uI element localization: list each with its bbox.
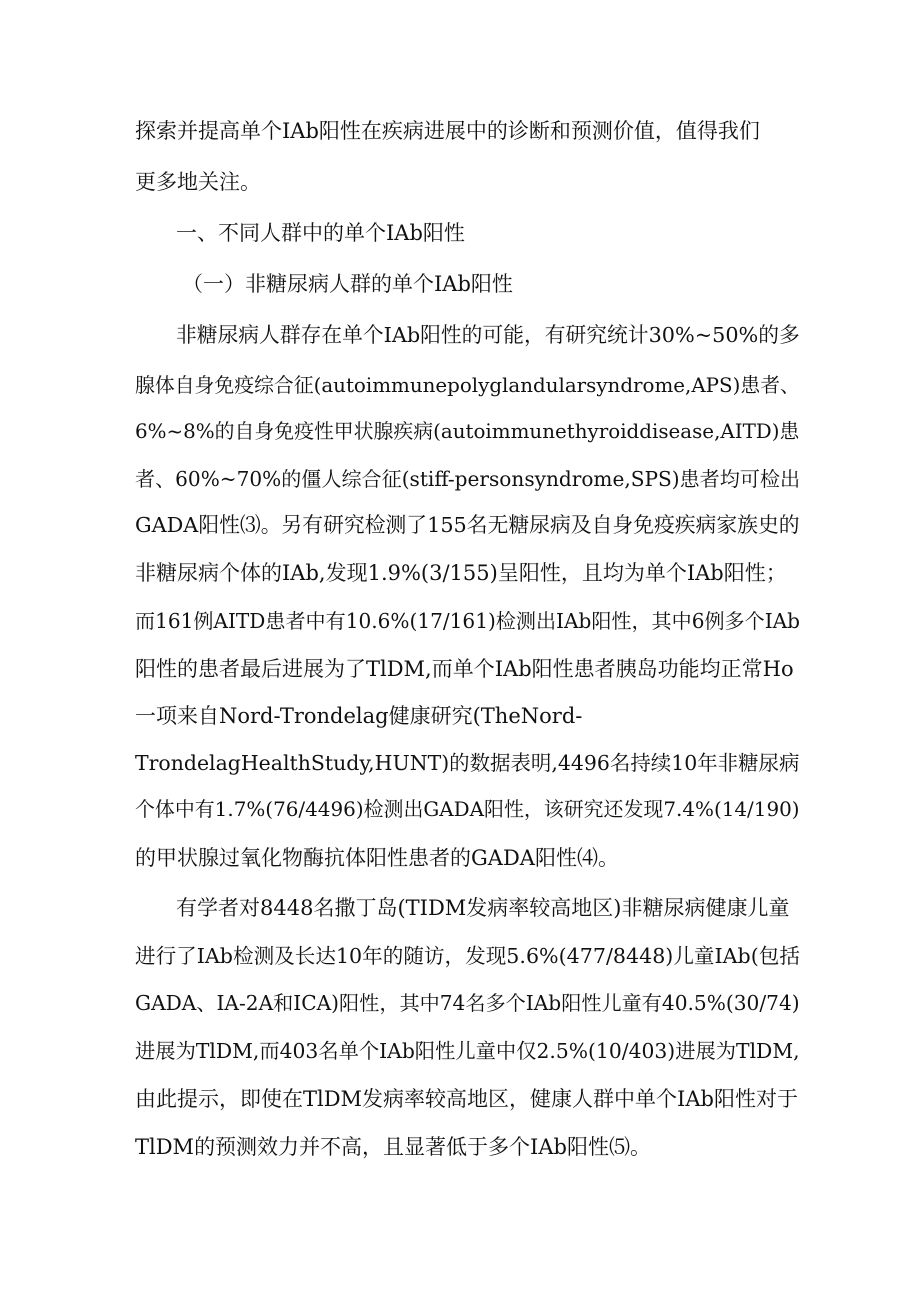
- section-heading: 一、不同人群中的单个IAb阳性: [176, 221, 465, 245]
- text-line: GADA、IA-2A和ICA)阳性，其中74名多个IAb阳性儿童有40.5%(30/74): [135, 991, 800, 1015]
- text-line: 腺体自身免疫综合征(autoimmunepolyglandularsyndrome,APS)患者、: [135, 374, 800, 397]
- text-line: 探索并提高单个IAb阳性在疾病进展中的诊断和预测价值，值得我们: [135, 119, 760, 143]
- text-line: 而161例AITD患者中有10.6%(17/161)检测出IAb阳性，其中6例多个IAb: [135, 609, 801, 633]
- text-line: TrondelagHealthStudy,HUNT)的数据表明,4496名持续10年非糖尿病: [135, 751, 800, 775]
- subsection-heading: （一）非糖尿病人群的单个IAb阳性: [182, 272, 513, 296]
- text-line: 一项来自Nord-Trondelag健康研究(TheNord-: [135, 704, 583, 728]
- text-line: 由此提示，即使在TlDM发病率较高地区，健康人群中单个IAb阳性对于: [135, 1087, 798, 1111]
- text-line: 的甲状腺过氧化物酶抗体阳性患者的GADA阳性⑷。: [135, 846, 619, 870]
- text-line: TlDM的预测效力并不高，且显著低于多个IAb阳性⑸。: [135, 1135, 651, 1159]
- text-line: 阳性的患者最后进展为了TlDM,而单个IAb阳性患者胰岛功能均正常Ho: [135, 657, 794, 681]
- text-line: 进行了IAb检测及长达10年的随访，发现5.6%(477/8448)儿童IAb(包括: [135, 944, 800, 968]
- text-line: 更多地关注。: [135, 170, 261, 194]
- text-line: 个体中有1.7%(76/4496)检测出GADA阳性，该研究还发现7.4%(14/190): [135, 798, 800, 821]
- text-line: 进展为TlDM,而403名单个IAb阳性儿童中仅2.5%(10/403)进展为TlDM,: [135, 1039, 800, 1063]
- text-line: 者、60%~70%的僵人综合征(stiff-personsyndrome,SPS)患者均可检出: [135, 467, 801, 491]
- text-line: 有学者对8448名撒丁岛(TIDM发病率较高地区)非糖尿病健康儿童: [176, 896, 790, 920]
- text-line: 非糖尿病人群存在单个IAb阳性的可能，有研究统计30%~50%的多: [176, 323, 800, 347]
- text-line: GADA阳性⑶。另有研究检测了155名无糖尿病及自身免疫疾病家族史的: [135, 513, 800, 537]
- text-line: 非糖尿病个体的IAb,发现1.9%(3/155)呈阳性，且均为单个IAb阳性；: [135, 561, 787, 585]
- text-line: 6%~8%的自身免疫性甲状腺疾病(autoimmunethyroiddisease,AITD)患: [135, 420, 800, 443]
